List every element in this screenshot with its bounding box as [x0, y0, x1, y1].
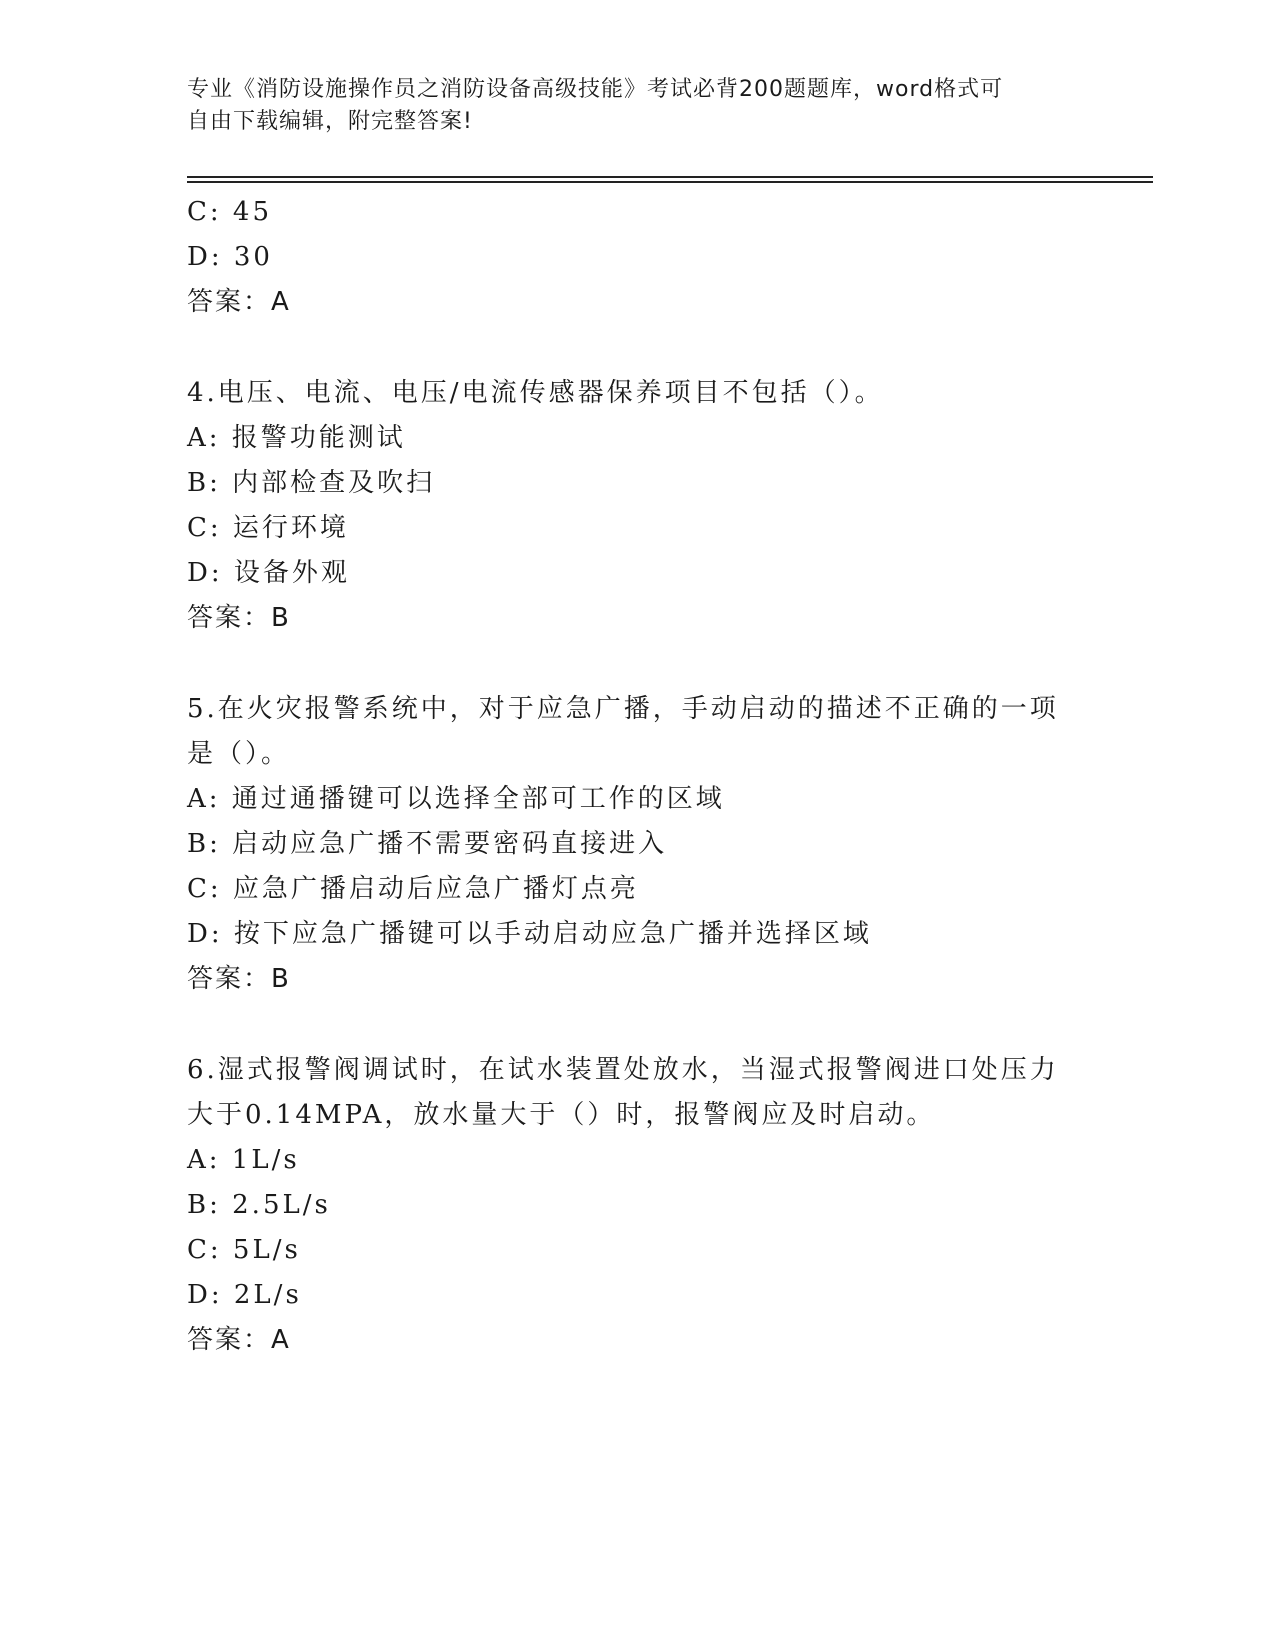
- q5-stem-line-2: 是（）。: [187, 739, 291, 769]
- q6-stem-line-2: 大于0.14MPA，放水量大于（）时，报警阀应及时启动。: [187, 1100, 936, 1130]
- q5-option-c: C: 应急广播启动后应急广播灯点亮: [187, 874, 639, 904]
- q4-option-d: D: 设备外观: [187, 558, 350, 588]
- q5-option-a: A: 通过通播键可以选择全部可工作的区域: [187, 784, 725, 814]
- q6-option-c: C: 5L/s: [187, 1235, 301, 1265]
- q5-stem-line-1: 5.在火灾报警系统中，对于应急广播，手动启动的描述不正确的一项: [187, 694, 1059, 724]
- q5-option-d: D: 按下应急广播键可以手动启动应急广播并选择区域: [187, 919, 872, 949]
- q4-option-a: A: 报警功能测试: [187, 423, 406, 453]
- q4-option-c: C: 运行环境: [187, 513, 349, 543]
- q6-option-a: A: 1L/s: [187, 1145, 300, 1175]
- q4-option-b: B: 内部检查及吹扫: [187, 468, 436, 498]
- q5-answer: 答案：B: [187, 964, 291, 994]
- q4-stem: 4.电压、电流、电压/电流传感器保养项目不包括（）。: [187, 378, 884, 408]
- document-header: [187, 74, 1067, 138]
- header-divider-top: [187, 176, 1153, 178]
- q6-option-d: D: 2L/s: [187, 1280, 302, 1310]
- header-divider-bottom: [187, 181, 1153, 183]
- q3-answer: 答案：A: [187, 287, 291, 317]
- q5-option-b: B: 启动应急广播不需要密码直接进入: [187, 829, 668, 859]
- q6-option-b: B: 2.5L/s: [187, 1190, 331, 1220]
- q3-option-c: C: 45: [187, 197, 273, 227]
- header-line-2: 自由下载编辑，附完整答案!: [187, 109, 473, 134]
- q4-answer: 答案：B: [187, 603, 291, 633]
- header-line-1: 专业《消防设施操作员之消防设备高级技能》考试必背200题题库，word格式可: [187, 77, 1004, 102]
- q6-stem-line-1: 6.湿式报警阀调试时，在试水装置处放水，当湿式报警阀进口处压力: [187, 1055, 1059, 1085]
- q6-answer: 答案：A: [187, 1325, 291, 1355]
- q3-option-d: D: 30: [187, 242, 273, 272]
